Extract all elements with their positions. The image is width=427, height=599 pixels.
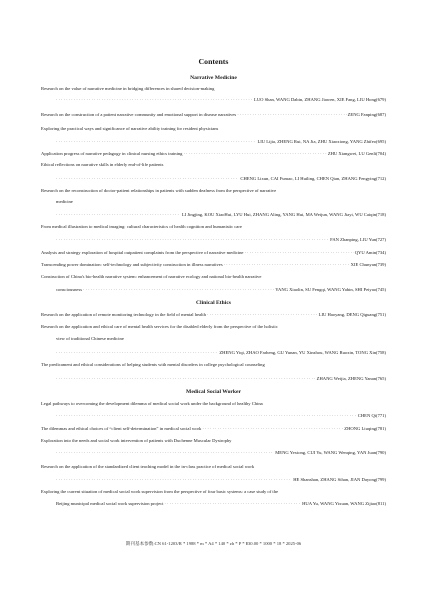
toc-entry-title: Research on the application and ethical care of mental health services for the disabled elderly from the perspective of the holistic bbox=[41, 324, 278, 329]
toc-entry-authors: ····· LI Jingjing, KOU XiaoHui, LYU Hui, ZHANG Aling, YANG Hui, MA Weijun, WANG Jiayi, WU Caiqin(718) bbox=[56, 212, 386, 218]
toc-entry-title: Construction of China's bio-health narrative system: enhancement of narrative ecology and national bio-health narrative bbox=[41, 274, 262, 279]
toc-entry-title-cont: view of traditional Chinese medicine bbox=[56, 336, 124, 341]
toc-entry-title: From medical illustration to medical imaging: cultural characteristics of health cognition and humanistic care bbox=[41, 224, 242, 229]
toc-entry-authors: ····· ZHENG Yiqi, ZHAO Farheng, GU Yunan, YU Xinzhou, WANG Ruoxin, TONG Xin(758) bbox=[56, 350, 386, 356]
journal-footer: 期刊基本参数:CN 61-1203/R * 1988 * m * A4 * 140 * zh * P * ¥30.00 * 1000 * 18 * 2025-06 bbox=[125, 541, 302, 546]
toc-entry-title: Exploration into the needs and social work intervention of patients with Duchenne Muscular Dystrophy bbox=[41, 438, 232, 443]
toc-entry-title: Research on the value of narrative medicine in bridging differences in shared decision-making bbox=[41, 86, 215, 91]
toc-entry-title: Research on the application of the standardized client teaching model in the in-class practice of medical social work bbox=[41, 464, 255, 469]
toc-entry-authors: ····· ZHANG Weijia, ZHENG Yanan(765) bbox=[56, 376, 386, 382]
toc-entry-authors: ····· CHENG Lixun, CAI Fumao, LI Huiling, CHEN Qian, ZHANG Fengying(712) bbox=[56, 176, 386, 182]
toc-entry-title: Exploring the current situation of medical social work supervision from the perspective of four basic systems: a case study of the bbox=[41, 489, 279, 494]
toc-entry: Research on the application of remote monitoring technology in the field of mental health ····· LIU Haoyang, DENG Qiguang(751) bbox=[41, 312, 386, 318]
toc-entry-title: Research on the reconstruction of doctor-patient relationships in patients with sudden deafness from the perspective of narrative bbox=[41, 188, 277, 193]
toc-entry-authors: ····· LIU Lijia, ZHENG Rui, NA Jia, ZHU Xiaoxiong, YANG Zhifeo(695) bbox=[56, 139, 386, 145]
toc-entry: Transcending power domination: self-technology and subjectivity construction in illness narratives ····· XIE Chunyan(739) bbox=[41, 262, 386, 268]
toc-entry-authors: ····· CHEN Qi(771) bbox=[56, 413, 386, 419]
toc-entry-authors: ····· HE Shanshan, ZHANG Sihan, JIAN Dayong(799) bbox=[56, 477, 386, 483]
toc-entry-title: Ethical reflections on narrative skills in elderly end-of-life patients bbox=[41, 162, 164, 167]
toc-entry-authors: ····· LUO Shan, WANG Dabin, ZHANG Jiawen, XIE Fang, LIU Hong(679) bbox=[56, 97, 386, 103]
toc-entry: Beijing municipal medical social work supervision project ····· HUA Yu, WANG Yixuan, WANG Zijiao(811) bbox=[56, 501, 386, 507]
toc-entry-authors: ····· FAN Zhanping, LIU Yun(727) bbox=[56, 237, 386, 243]
toc-entry: consciousness ····· YANG Xiaolin, SU Fengqi, WANG Yabin, SHI Peiyao(745) bbox=[56, 287, 386, 293]
section-heading-medical-social-worker: Medical Social Worker bbox=[186, 389, 241, 395]
section-heading-narrative-medicine: Narrative Medicine bbox=[190, 75, 237, 81]
toc-entry-authors: ····· MENG Yexiong, CUI Yu, WANG Wenqing, YAN Juan(790) bbox=[56, 450, 386, 456]
toc-entry: The dilemmas and ethical choices of “client self-determination” in medical social work ····· ZHONG Liuqing(781) bbox=[41, 426, 386, 432]
toc-entry-title: The predicament and ethical considerations of helping students with mental disorders in college psychological counseling bbox=[41, 362, 265, 367]
toc-entry: Application progress of narrative pedagogy in clinical nursing ethics training ····· ZHU Xiangwei, LU Genli(704) bbox=[41, 151, 386, 157]
section-heading-clinical-ethics: Clinical Ethics bbox=[196, 300, 231, 306]
toc-entry: Analysis and strategy exploration of hospital outpatient complaints from the perspective of narrative medicine ····· QYU Amin(734) bbox=[41, 250, 386, 256]
toc-entry: Research on the construction of a patient narrative community and emotional support in disease narratives ····· ZENG Fanping(687) bbox=[41, 112, 386, 118]
toc-entry-title: Legal pathways to overcoming the development dilemma of medical social work under the background of healthy China bbox=[41, 401, 263, 406]
contents-title: Contents bbox=[198, 57, 229, 66]
toc-entry-title-cont: medicine bbox=[56, 199, 73, 204]
toc-entry-title: Exploring the practical ways and significance of narrative ability training for resident physicians bbox=[41, 126, 219, 131]
